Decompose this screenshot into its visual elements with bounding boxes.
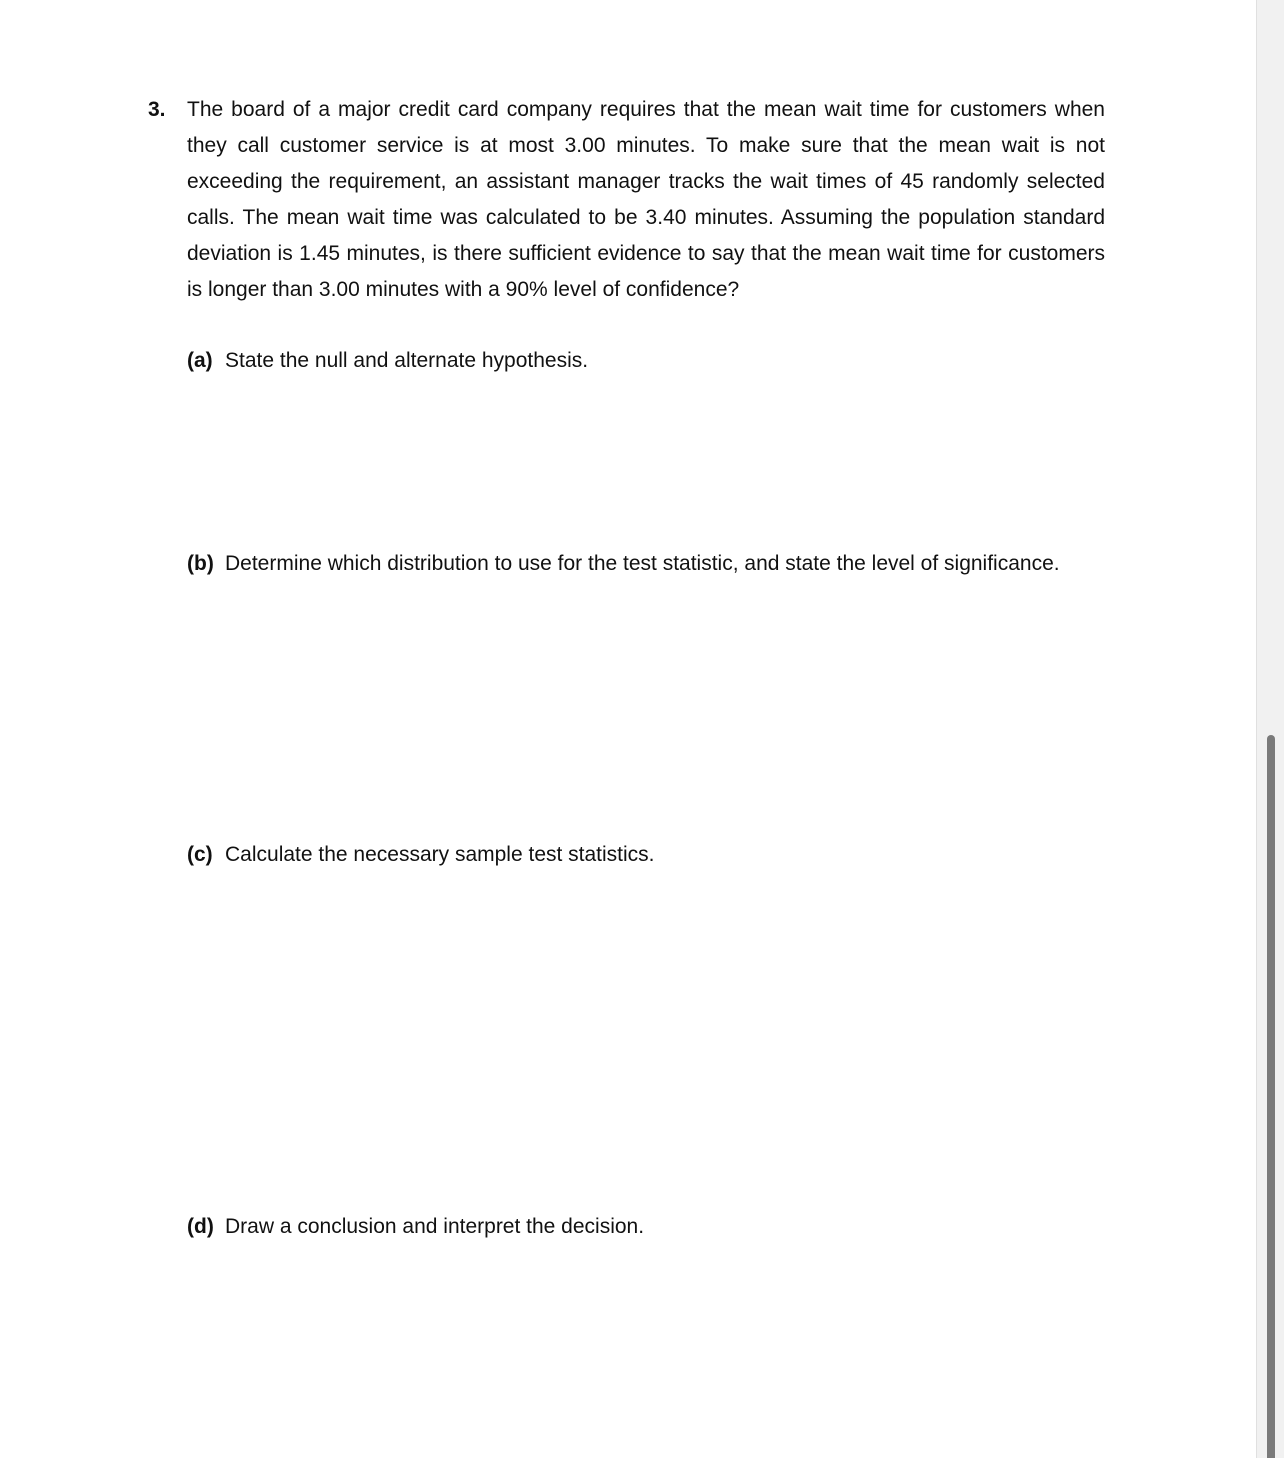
- part-c: [187, 840, 1105, 870]
- part-b-label: (b): [187, 552, 214, 575]
- part-d: [187, 1212, 1105, 1242]
- part-d-label: (d): [187, 1215, 214, 1238]
- part-a-label: (a): [187, 349, 213, 372]
- part-a-text: State the null and alternate hypothesis.: [225, 349, 589, 372]
- question-number: 3.: [148, 98, 166, 121]
- scrollbar-thumb[interactable]: [1267, 735, 1275, 1458]
- part-b-text: Determine which distribution to use for the test statistic, and state the level of significance.: [225, 552, 1060, 575]
- question-text: The board of a major credit card company requires that the mean wait time for customers when they call customer service is at most 3.00 minutes. To make sure that the mean wait is not exceeding the requirement, an assistant manager tracks the wait times of 45 randomly selected calls. The mean wait time was calculated to be 3.40 minutes. Assuming the population standard deviation is 1.45 minutes, is there sufficient evidence to say that the mean wait time for customers is longer than 3.00 minutes with a 90% level of confidence?: [187, 98, 1105, 301]
- part-c-label: (c): [187, 843, 213, 866]
- part-a: [187, 346, 1105, 376]
- part-b: [187, 549, 1105, 579]
- vertical-scrollbar[interactable]: [1256, 0, 1284, 1458]
- part-d-text: Draw a conclusion and interpret the decision.: [225, 1215, 645, 1238]
- part-c-text: Calculate the necessary sample test statistics.: [225, 843, 655, 866]
